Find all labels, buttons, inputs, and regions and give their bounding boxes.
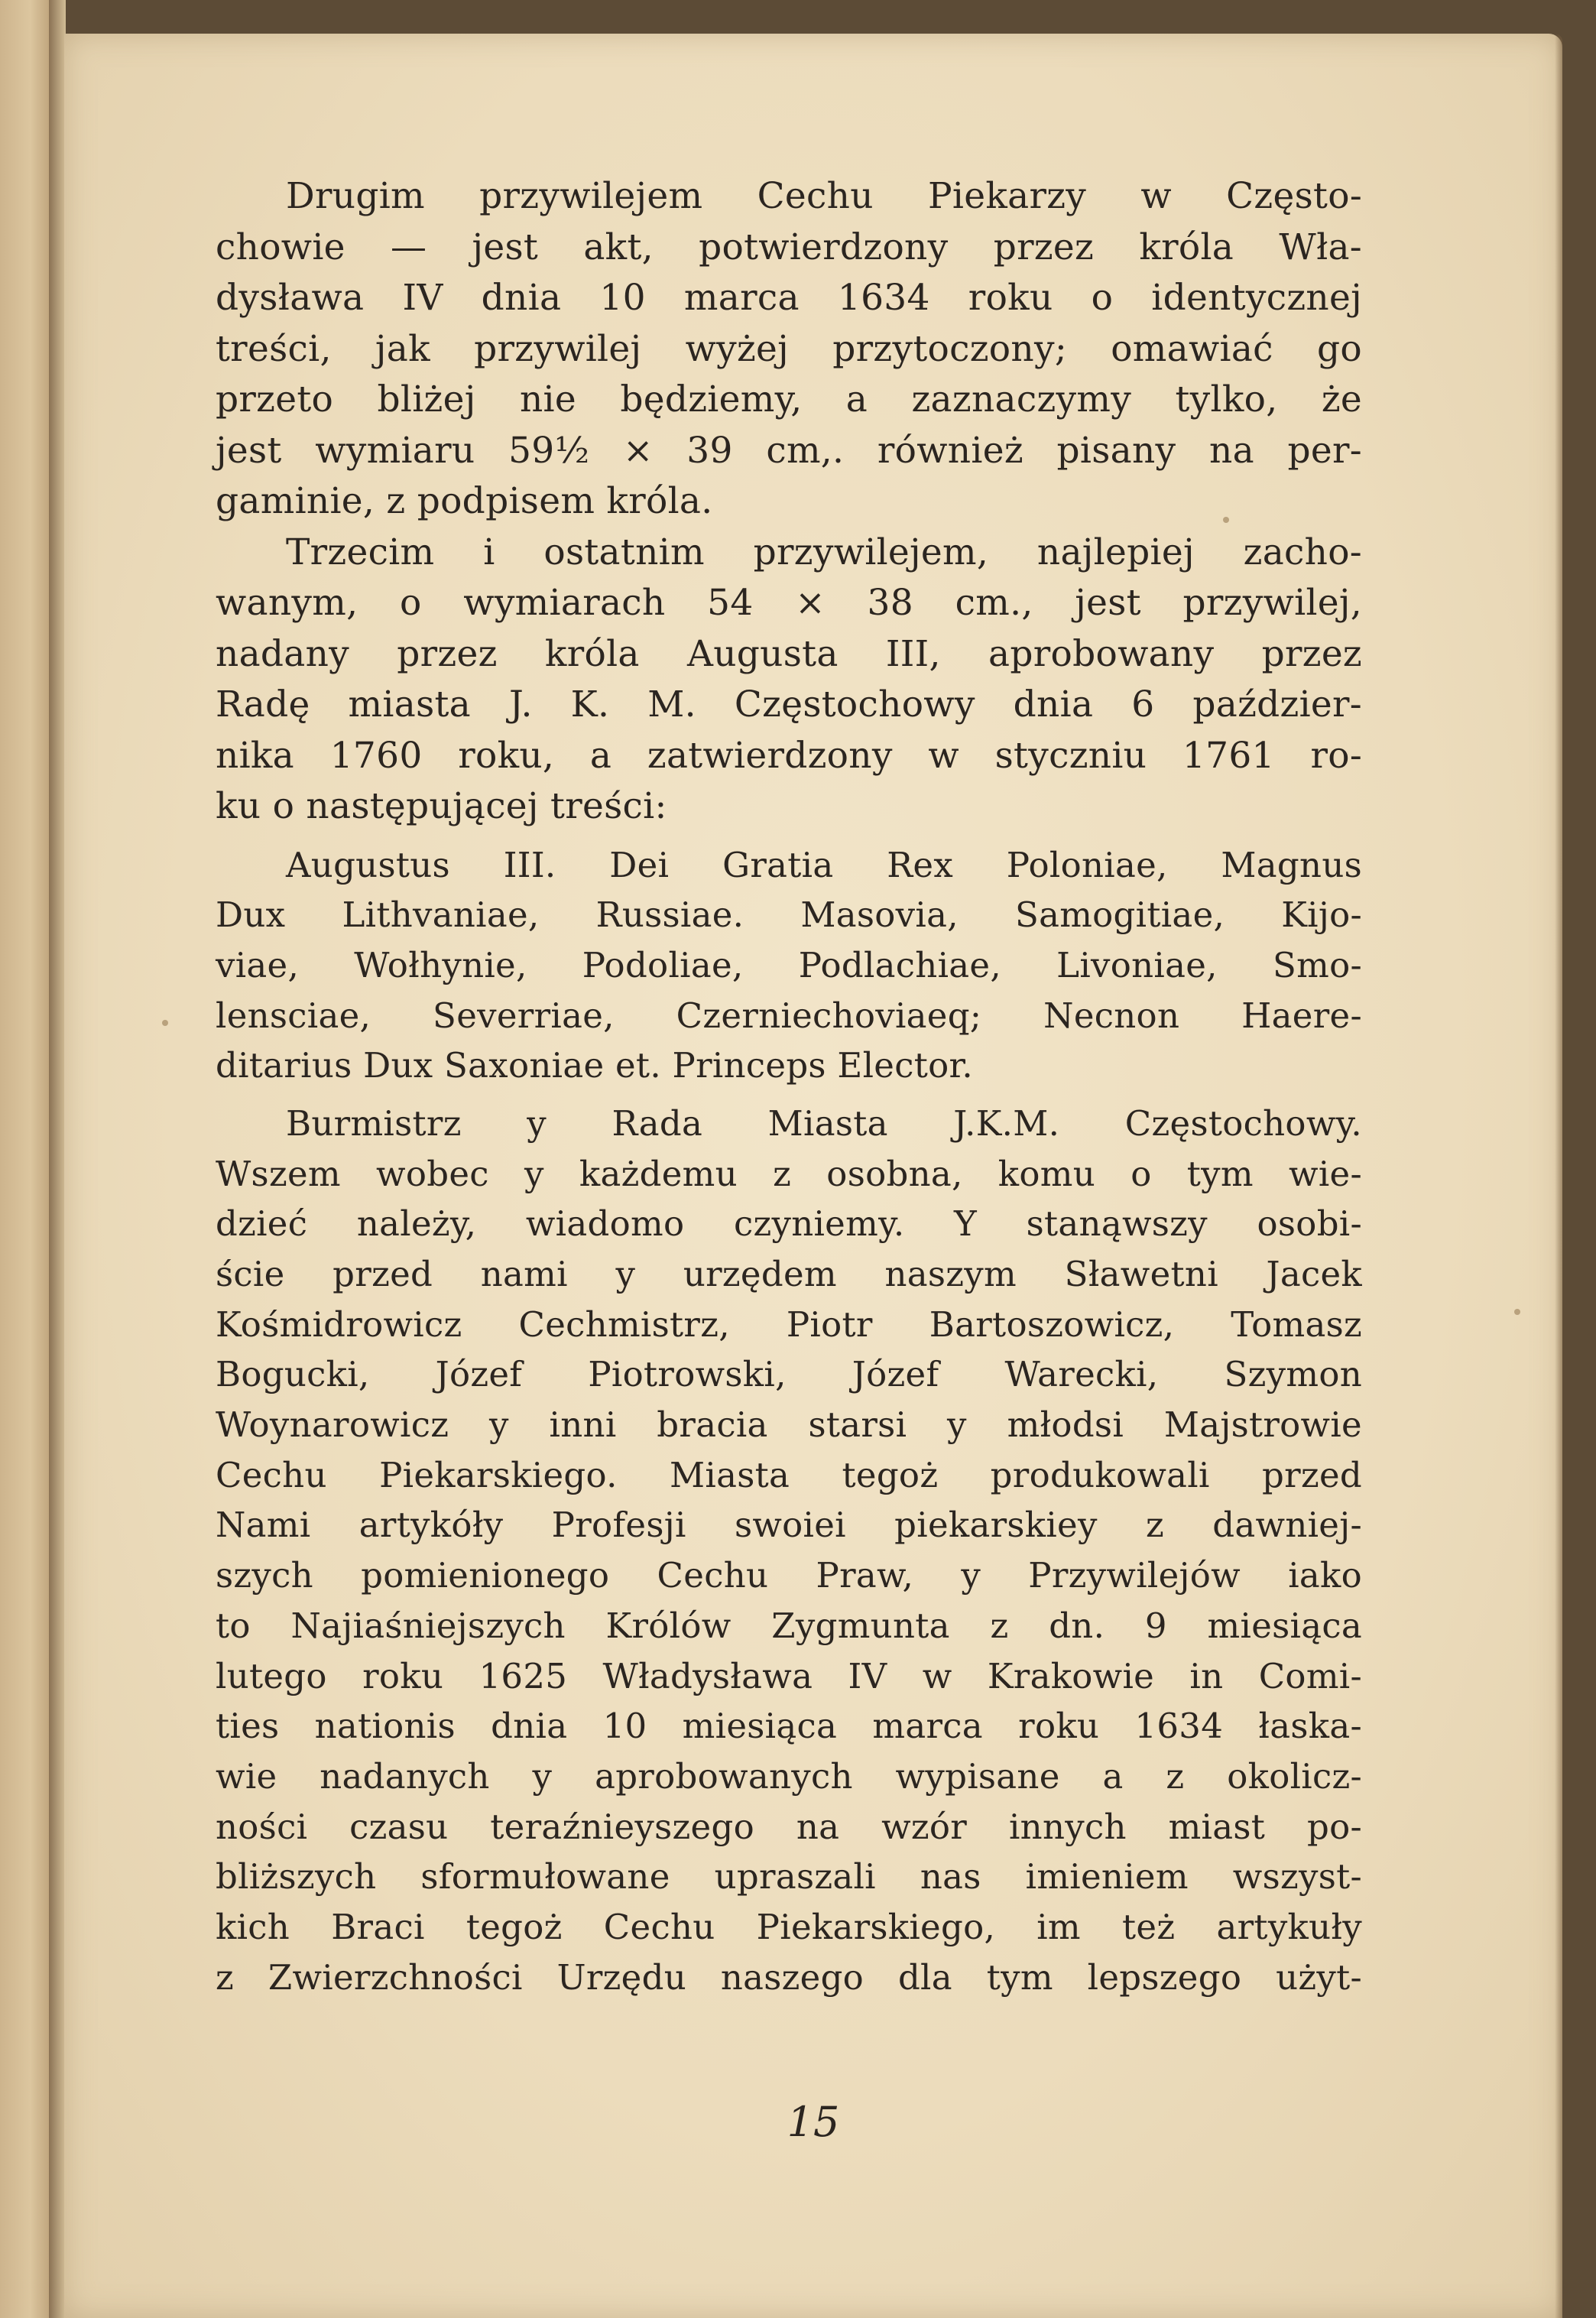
text-line: Nami artykóły Profesji swoiei piekarskiey z dawniej-	[216, 1505, 1362, 1546]
text-line: chowie — jest akt, potwierdzony przez króla Wła-	[216, 226, 1362, 268]
paragraph-1	[216, 171, 1362, 528]
previous-page-edge	[0, 0, 55, 2318]
book-spine-shadow	[49, 0, 66, 2318]
text-line: Drugim przywilejem Cechu Piekarzy w Często-	[286, 175, 1362, 217]
text-line: szych pomienionego Cechu Praw, y Przywilejów iako	[216, 1555, 1362, 1596]
text-line: bliższych sformułowane upraszali nas imieniem wszyst-	[216, 1856, 1362, 1898]
text-line: dzieć należy, wiadomo czyniemy. Y stanąwszy osobi-	[216, 1203, 1362, 1245]
paragraph-gap	[216, 1091, 1362, 1099]
page-number: 15	[787, 2098, 840, 2146]
text-line: ście przed nami y urzędem naszym Sławetni Jacek	[216, 1254, 1362, 1294]
text-line: jest wymiaru 59½ × 39 cm,. również pisany na per-	[216, 429, 1362, 472]
text-line: wanym, o wymiarach 54 × 38 cm., jest przywilej,	[216, 582, 1362, 624]
text-line: nadany przez króla Augusta III, aprobowany przez	[216, 632, 1362, 675]
text-line: viae, Wołhynie, Podoliae, Podlachiae, Livoniae, Smo-	[216, 944, 1362, 985]
text-line: Dux Lithvaniae, Russiae. Masovia, Samogitiae, Kijo-	[216, 894, 1362, 936]
paragraph-4	[216, 1099, 1362, 2002]
text-line: nika 1760 roku, a zatwierdzony w styczniu 1761 ro-	[216, 734, 1362, 777]
paragraph-3	[216, 840, 1362, 1091]
paper-speck	[162, 1020, 168, 1026]
text-line: przeto bliżej nie będziemy, a zaznaczymy tylko, że	[216, 378, 1362, 420]
text-line: to Najiaśniejszych Królów Zygmunta z dn. 9 miesiąca	[216, 1605, 1362, 1646]
paper-speck	[1514, 1309, 1520, 1315]
text-line: Burmistrz y Rada Miasta J.K.M. Częstochowy.	[286, 1102, 1362, 1144]
text-line: Kośmidrowicz Cechmistrz, Piotr Bartoszowicz, Tomasz	[216, 1303, 1362, 1345]
text-line: Trzecim i ostatnim przywilejem, najlepiej zacho-	[286, 531, 1362, 573]
text-line: ties nationis dnia 10 miesiąca marca roku 1634 łaska-	[216, 1706, 1362, 1747]
page-edge-shadow	[1555, 34, 1562, 2318]
text-line: dysława IV dnia 10 marca 1634 roku o identycznej	[216, 277, 1362, 319]
text-line: Cechu Piekarskiego. Miasta tegoż produkowali przed	[216, 1454, 1362, 1495]
text-line: Wszem wobec y każdemu z osobna, komu o tym wie-	[216, 1153, 1362, 1194]
text-line: Augustus III. Dei Gratia Rex Poloniae, Magnus	[286, 844, 1362, 885]
text-line: gaminie, z podpisem króla.	[216, 480, 713, 522]
text-line: ności czasu teraźnieyszego na wzór innych miast po-	[216, 1806, 1362, 1847]
text-line: treści, jak przywilej wyżej przytoczony; omawiać go	[216, 327, 1362, 370]
text-line: Bogucki, Józef Piotrowski, Józef Warecki, Szymon	[216, 1354, 1362, 1395]
text-line: lutego roku 1625 Władysława IV w Krakowie in Comi-	[216, 1655, 1362, 1696]
text-line: kich Braci tegoż Cechu Piekarskiego, im też artykuły	[216, 1906, 1362, 1947]
paragraph-2	[216, 528, 1362, 833]
text-line: ku o następującej treści:	[216, 785, 667, 827]
text-line: wie nadanych y aprobowanych wypisane a z okolicz-	[216, 1755, 1362, 1797]
body-text	[216, 171, 1362, 2002]
book-page	[64, 34, 1562, 2318]
paragraph-gap	[216, 833, 1362, 840]
text-line: z Zwierzchności Urzędu naszego dla tym lepszego użyt-	[216, 1956, 1362, 1998]
text-line: lensciae, Severriae, Czerniechoviaeq; Necnon Haere-	[216, 995, 1362, 1036]
text-line: ditarius Dux Saxoniae et. Princeps Elector.	[216, 1045, 973, 1086]
text-line: Woynarowicz y inni bracia starsi y młodsi Majstrowie	[216, 1404, 1362, 1446]
text-line: Radę miasta J. K. M. Częstochowy dnia 6 paździer-	[216, 683, 1362, 726]
